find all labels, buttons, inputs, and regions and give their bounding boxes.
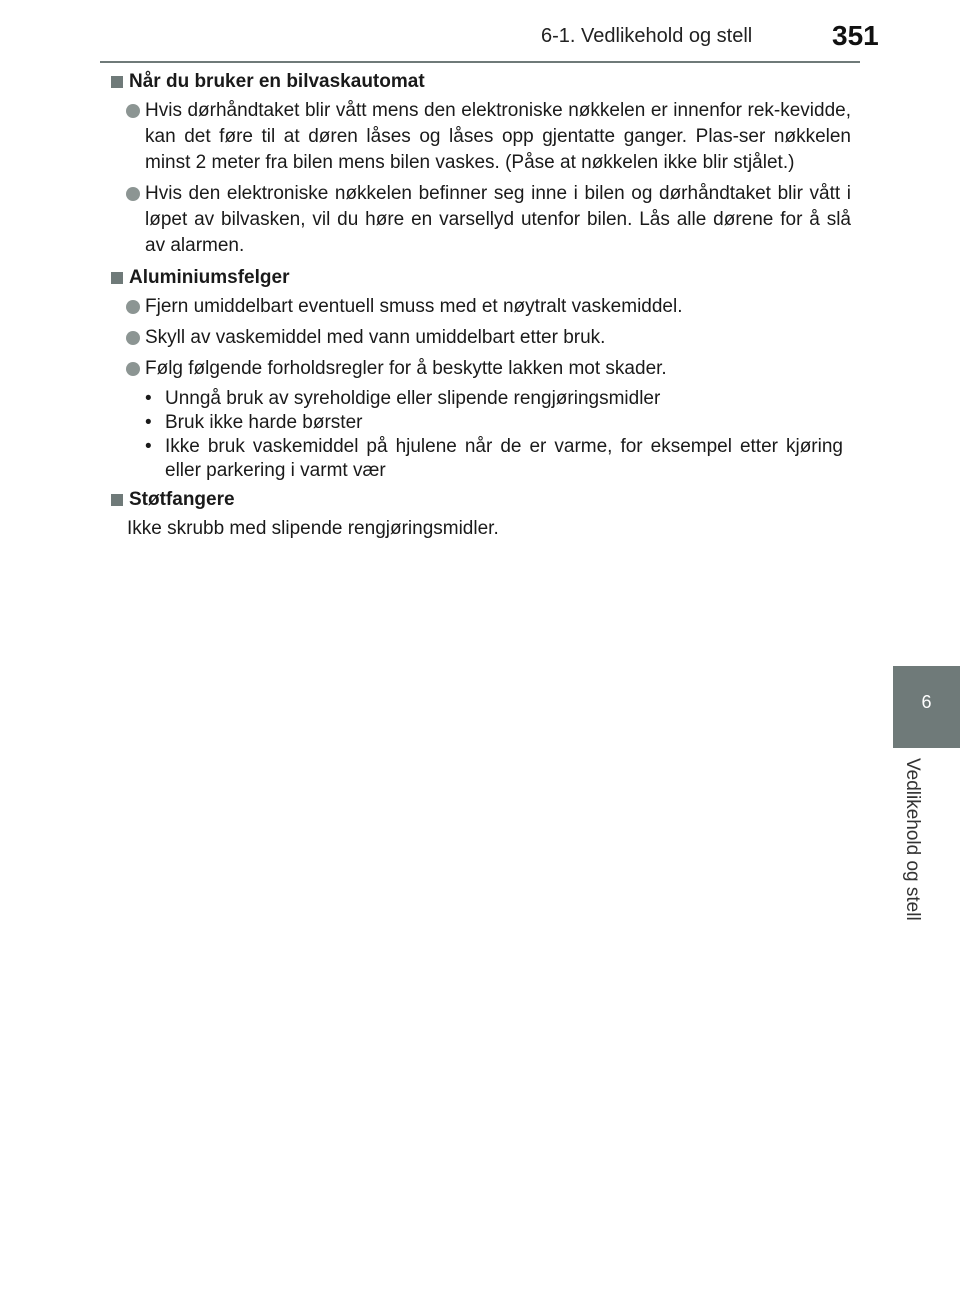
- circle-bullet-icon: [126, 104, 140, 118]
- chapter-number: 6: [921, 692, 932, 712]
- square-bullet-icon: [111, 494, 123, 506]
- sub-list-item-text: Unngå bruk av syreholdige eller slipende rengjøringsmidler: [165, 388, 661, 409]
- list-item: [100, 98, 851, 176]
- chapter-tab: [893, 666, 960, 748]
- section-heading: [100, 486, 851, 514]
- list-item-text: Følg følgende forholdsregler for å beskytte lakken mot skader.: [145, 358, 667, 379]
- section-heading: [100, 264, 851, 292]
- list-item: [100, 294, 851, 320]
- section-heading-text: Aluminiumsfelger: [129, 267, 290, 288]
- sub-list-item-text: Bruk ikke harde børster: [165, 412, 363, 433]
- section-heading: [100, 68, 851, 96]
- list-item-text: Fjern umiddelbart eventuell smuss med et nøytralt vaskemiddel.: [145, 296, 683, 317]
- header-divider: [100, 61, 860, 63]
- section-heading-text: Når du bruker en bilvaskautomat: [129, 71, 425, 92]
- section-heading-text: Støtfangere: [129, 489, 235, 510]
- page-number: 351: [832, 20, 879, 51]
- header-section-title: 6-1. Vedlikehold og stell: [541, 25, 753, 47]
- chapter-label: Vedlikehold og stell: [902, 758, 923, 921]
- sub-list-item-text: Ikke bruk vaskemiddel på hjulene når de er varme, for eksempel etter kjøring eller parkering i varmt vær: [165, 436, 843, 481]
- section-body-text: Ikke skrubb med slipende rengjøringsmidler.: [127, 518, 499, 539]
- list-item: [100, 356, 851, 382]
- dot-bullet-icon: •: [145, 412, 152, 433]
- sub-list-item: [145, 435, 843, 483]
- circle-bullet-icon: [126, 362, 140, 376]
- list-item: [100, 181, 851, 259]
- square-bullet-icon: [111, 272, 123, 284]
- dot-bullet-icon: •: [145, 388, 152, 409]
- list-item-text: Hvis den elektroniske nøkkelen befinner seg inne i bilen og dørhåndtaket blir vått i løpet av bilvasken, vil du høre en varsellyd utenfor bilen. Lås alle dørene for å slå av alarmen.: [145, 183, 851, 256]
- page-content: [100, 68, 851, 542]
- dot-bullet-icon: •: [145, 436, 152, 457]
- sub-list-item: [145, 387, 843, 411]
- circle-bullet-icon: [126, 331, 140, 345]
- list-item: [100, 325, 851, 351]
- circle-bullet-icon: [126, 300, 140, 314]
- circle-bullet-icon: [126, 187, 140, 201]
- square-bullet-icon: [111, 76, 123, 88]
- sub-list-item: [145, 411, 843, 435]
- list-item-text: Skyll av vaskemiddel med vann umiddelbart etter bruk.: [145, 327, 606, 348]
- sub-list: [145, 387, 843, 483]
- list-item-text: Hvis dørhåndtaket blir vått mens den elektroniske nøkkelen er innenfor rek-kevidde, kan det føre til at døren låses og låses opp gjentatte ganger. Plas-ser nøkkelen minst 2 meter fra bilen mens bilen vaskes. (Påse at nøkkelen ikke blir stjålet.): [145, 100, 851, 173]
